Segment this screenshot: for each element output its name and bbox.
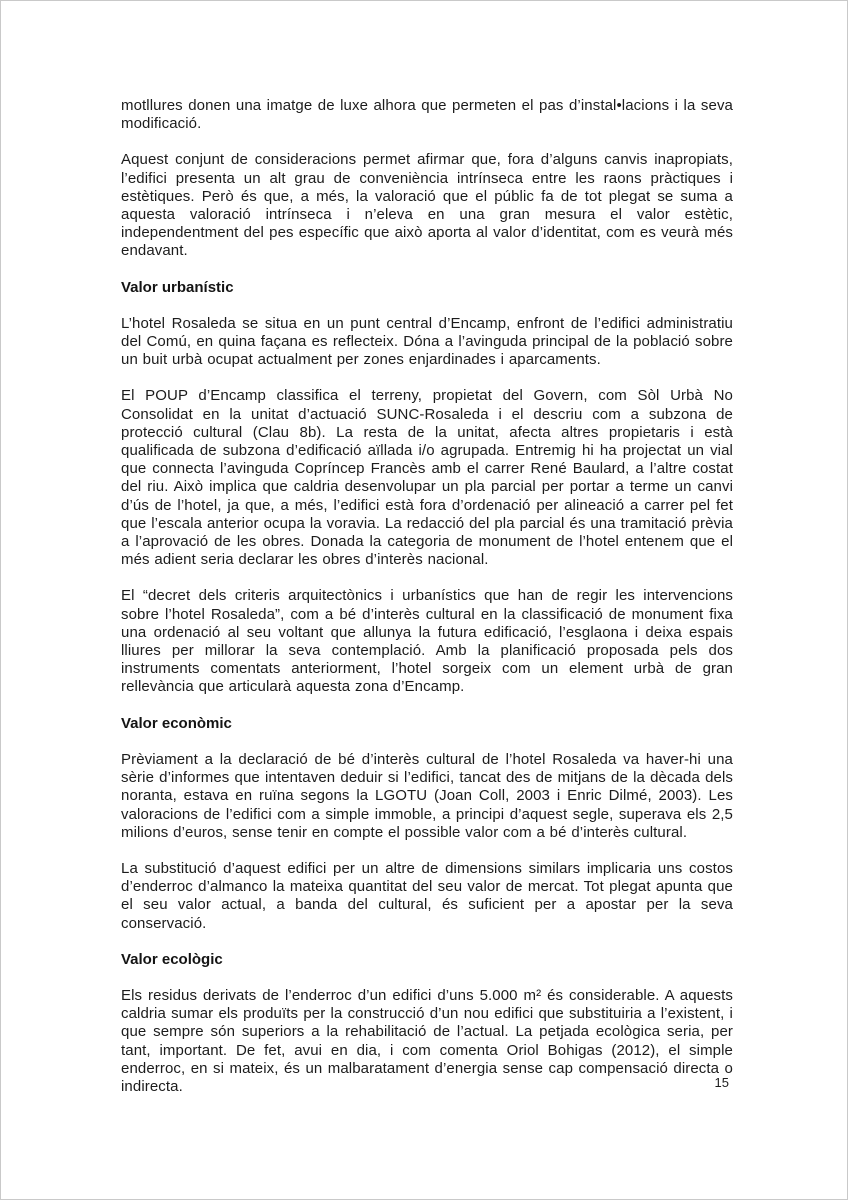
paragraph-substitucio-edifici: La substitució d’aquest edifici per un altre de dimensions similars implicaria uns costos d’enderroc d’almanco la mateixa quantitat del seu valor de mercat. Tot plegat apunta que el seu valor actual, a banda del cultural, és suficient per a apostar per la seva conservació. xyxy=(121,859,733,932)
paragraph-decret-criteris: El “decret dels criteris arquitectònics i urbanístics que han de regir les intervencions sobre l’hotel Rosaleda”, com a bé d’interès cultural en la classificació de monument fixa una ordenació al seu voltant que allunya la futura edificació, l’esglaona i deixa espais lliures per millorar la seva contemplació. Amb la planificació proposada pels dos instruments comentats anteriorment, l’hotel sorgeix com un element urbà de gran rellevància que articularà aquesta zona d’Encamp. xyxy=(121,587,733,696)
text-column xyxy=(121,97,733,1114)
paragraph-continuation-motllures: motllures donen una imatge de luxe alhora que permeten el pas d’instal•lacions i la seva modificació. xyxy=(121,97,733,133)
paragraph-poup-encamp: El POUP d’Encamp classifica el terreny, propietat del Govern, com Sòl Urbà No Consolidat en la unitat d’actuació SUNC-Rosaleda i el descriu com a subzona de protecció cultural (Clau 8b). La resta de la unitat, afecta altres propietaris i està qualificada de subzona d’edificació aïllada i/o agrupada. Entremig hi ha projectat un vial que connecta l’avinguda Copríncep Francès amb el carrer René Baulard, a l’altre costat del riu. Això implica que caldria desenvolupar un pla parcial per portar a terme un canvi d’ús de l’hotel, ja que, a més, l’edifici està fora d’ordenació per alineació a carrer pel fet que l’escala anterior ocupa la voravia. La redacció del pla parcial és una tramitació prèvia a l’aprovació de les obres. Donada la categoria de monument de l’hotel entenem que el més adient seria declarar les obres d’interès nacional. xyxy=(121,387,733,569)
section-heading-valor-economic: Valor econòmic xyxy=(121,714,232,732)
paragraph-hotel-rosaleda-situacio: L’hotel Rosaleda se situa en un punt central d’Encamp, enfront de l’edifici administratiu del Comú, en quina façana es reflecteix. Dóna a l’avinguda principal de la població sobre un buit urbà ocupat actualment per zones enjardinades i aparcaments. xyxy=(121,314,733,369)
section-heading-valor-urbanistic: Valor urbanístic xyxy=(121,278,234,296)
paragraph-previament-declaracio: Prèviament a la declaració de bé d’interès cultural de l’hotel Rosaleda va haver-hi una sèrie d’informes que intentaven deduir si l’edifici, tancat des de mitjans de la dècada dels noranta, estava en ruïna segons la LGOTU (Joan Coll, 2003 i Enric Dilmé, 2003). Les valoracions de l’edifici com a simple immoble, a principi d’aquest segle, superava els 2,5 milions d’euros, sense tenir en compte el possible valor com a bé d’interès cultural. xyxy=(121,750,733,841)
section-heading-valor-ecologic: Valor ecològic xyxy=(121,950,223,968)
page-number: 15 xyxy=(714,1075,729,1090)
paragraph-residus-enderroc: Els residus derivats de l’enderroc d’un edifici d’uns 5.000 m² és considerable. A aquests caldria sumar els produïts per la construcció d’un nou edifici que substituiria a l’existent, i que sempre són superiors a la rehabilitació de l’actual. La petjada ecològica seria, per tant, important. De fet, avui en dia, i com comenta Oriol Bohigas (2012), el simple enderroc, en si mateix, és un malbaratament d’energia sense cap compensació directa o indirecta. xyxy=(121,986,733,1095)
paragraph-aquest-conjunt: Aquest conjunt de consideracions permet afirmar que, fora d’alguns canvis inapropiats, l’edifici presenta un alt grau de conveniència intrínseca entre les raons pràctiques i estètiques. Però és que, a més, la valoració que el públic fa de tot plegat se suma a aquesta valoració intrínseca i n’eleva en una gran mesura el valor estètic, independentment del pes específic que això aporta al valor d’identitat, com es veurà més endavant. xyxy=(121,151,733,260)
